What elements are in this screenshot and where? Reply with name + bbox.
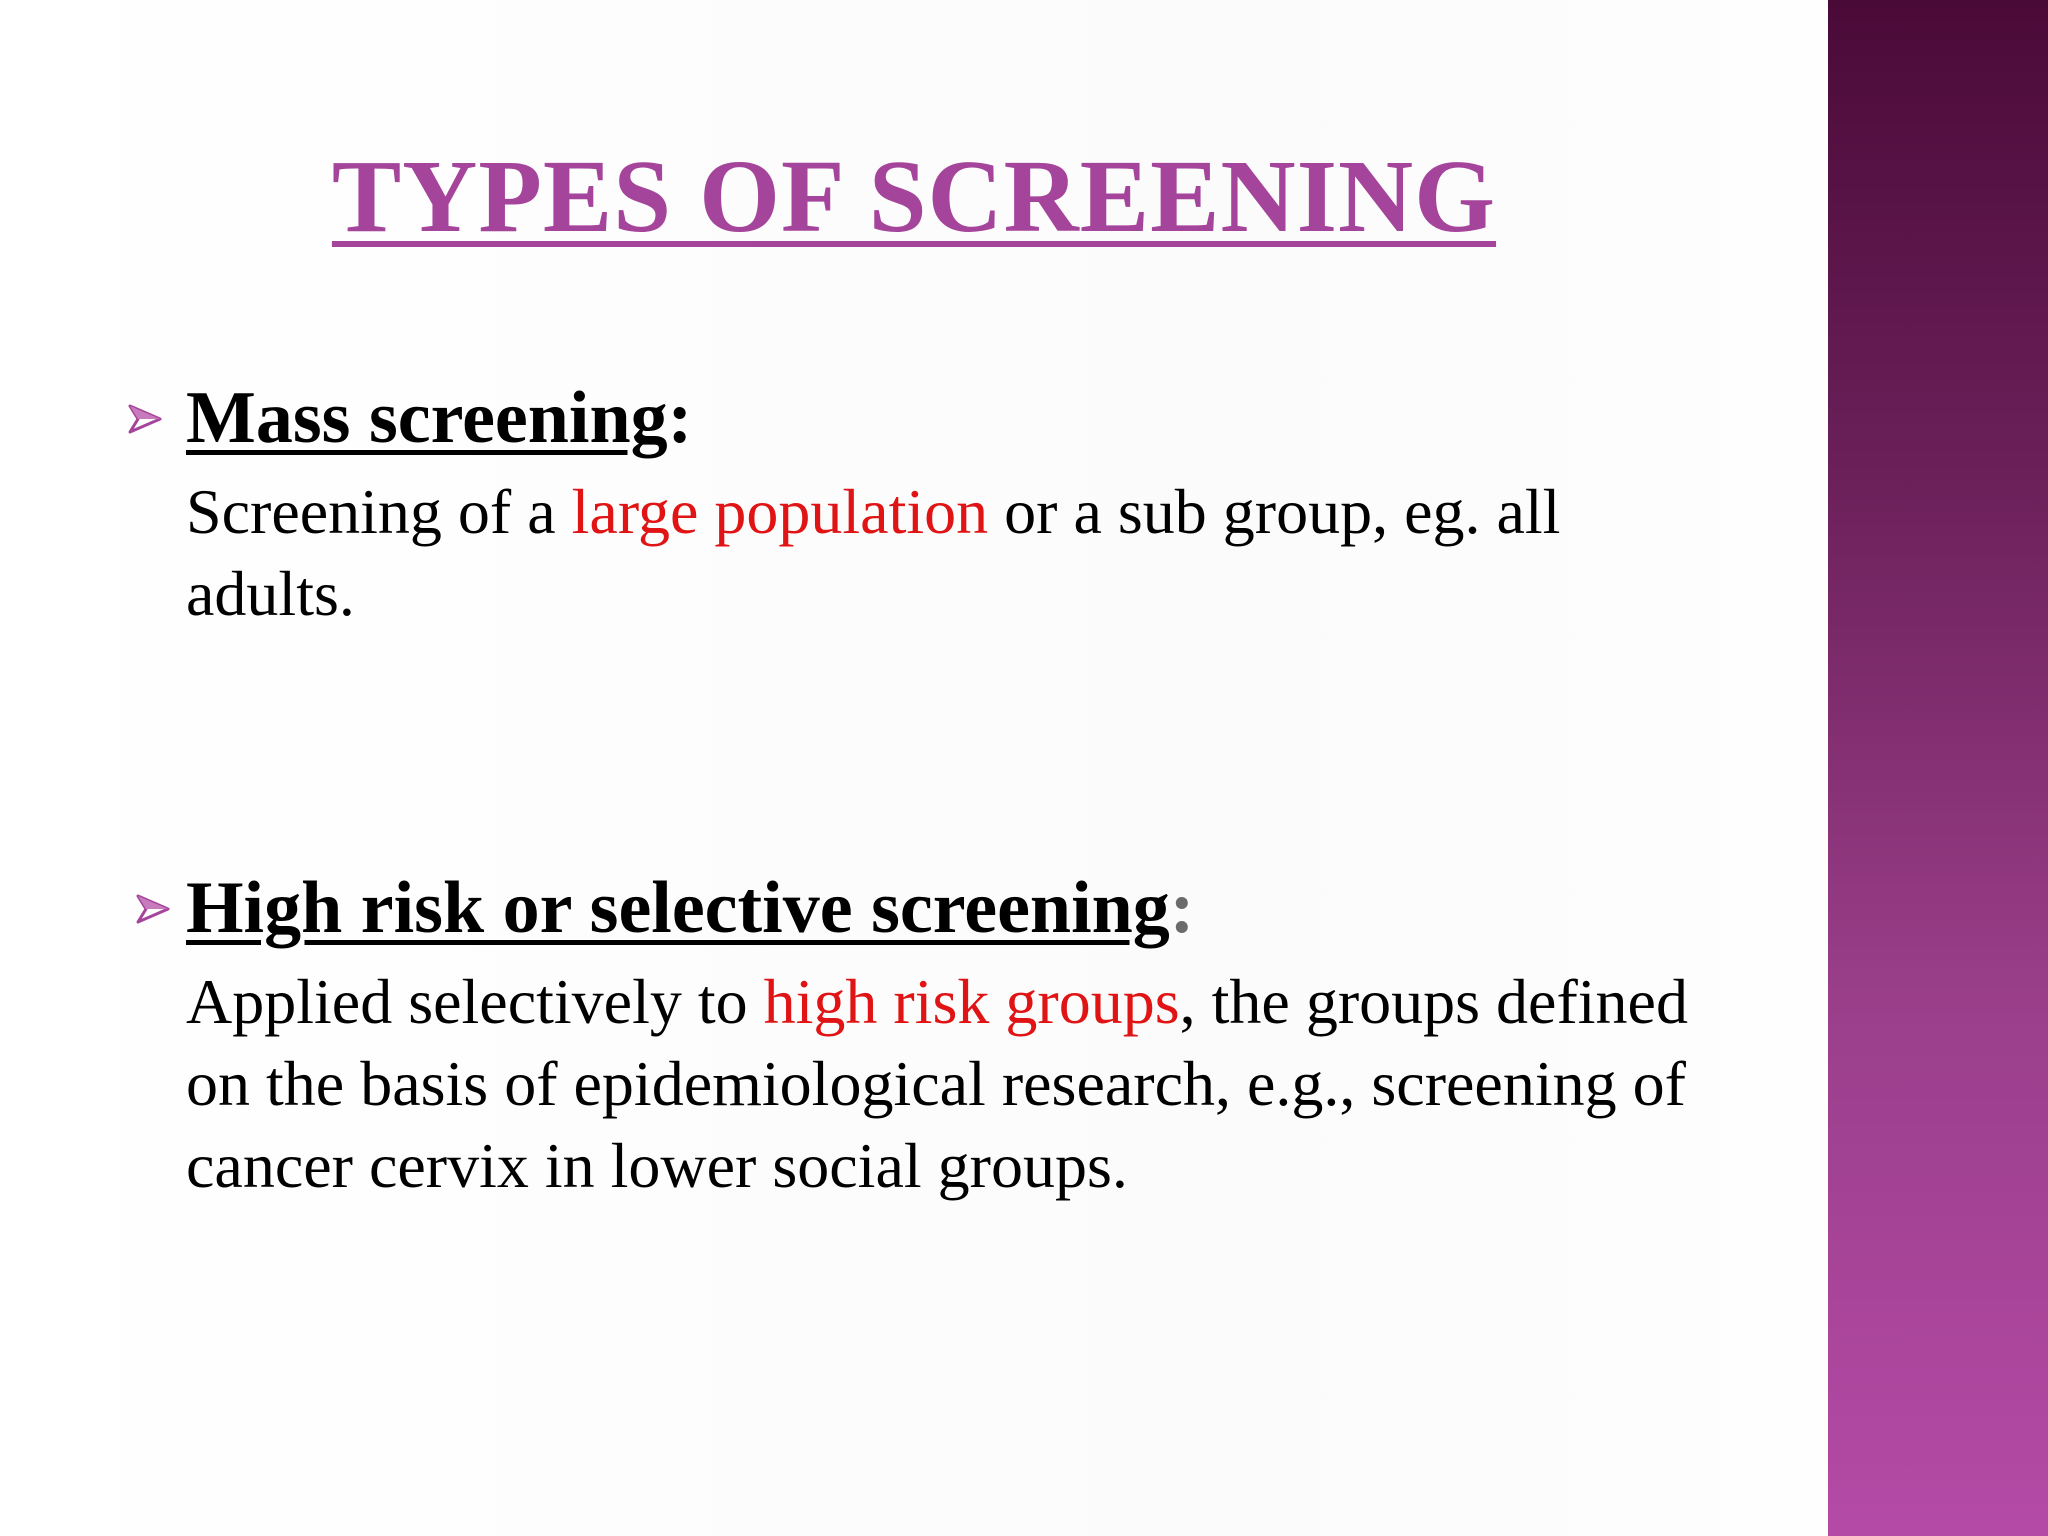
body-text-segment: , the groups defined on the basis of epidemiological research, e.g., screening of cancer cervix in lower social groups. bbox=[186, 966, 1688, 1202]
arrow-bullet-icon bbox=[128, 404, 186, 434]
body-text-segment: Applied selectively to bbox=[186, 966, 764, 1038]
decorative-side-bar bbox=[1828, 0, 2048, 1536]
section-heading-colon: : bbox=[1169, 867, 1195, 949]
arrow-bullet-icon bbox=[128, 894, 186, 924]
section-body bbox=[186, 961, 1688, 1207]
body-text-segment: Screening of a bbox=[186, 476, 572, 548]
section-heading-row bbox=[128, 868, 1688, 949]
section-mass-screening bbox=[128, 378, 1688, 635]
section-high-risk-screening bbox=[128, 868, 1688, 1207]
section-heading bbox=[186, 868, 1194, 949]
section-heading-row bbox=[128, 378, 1688, 459]
section-heading bbox=[186, 378, 692, 459]
body-highlight-segment: large population bbox=[571, 476, 989, 548]
slide-title-text: TYPES OF SCREENING bbox=[331, 139, 1497, 254]
section-heading-colon: : bbox=[667, 377, 693, 459]
slide-title bbox=[0, 140, 1828, 254]
body-text-segment: or a sub group, eg. all adults. bbox=[186, 476, 1561, 630]
section-heading-text: High risk or selective screening bbox=[186, 867, 1170, 949]
body-highlight-segment: high risk groups bbox=[763, 966, 1180, 1038]
section-heading-text: Mass screening bbox=[186, 377, 668, 459]
section-body bbox=[186, 471, 1688, 635]
